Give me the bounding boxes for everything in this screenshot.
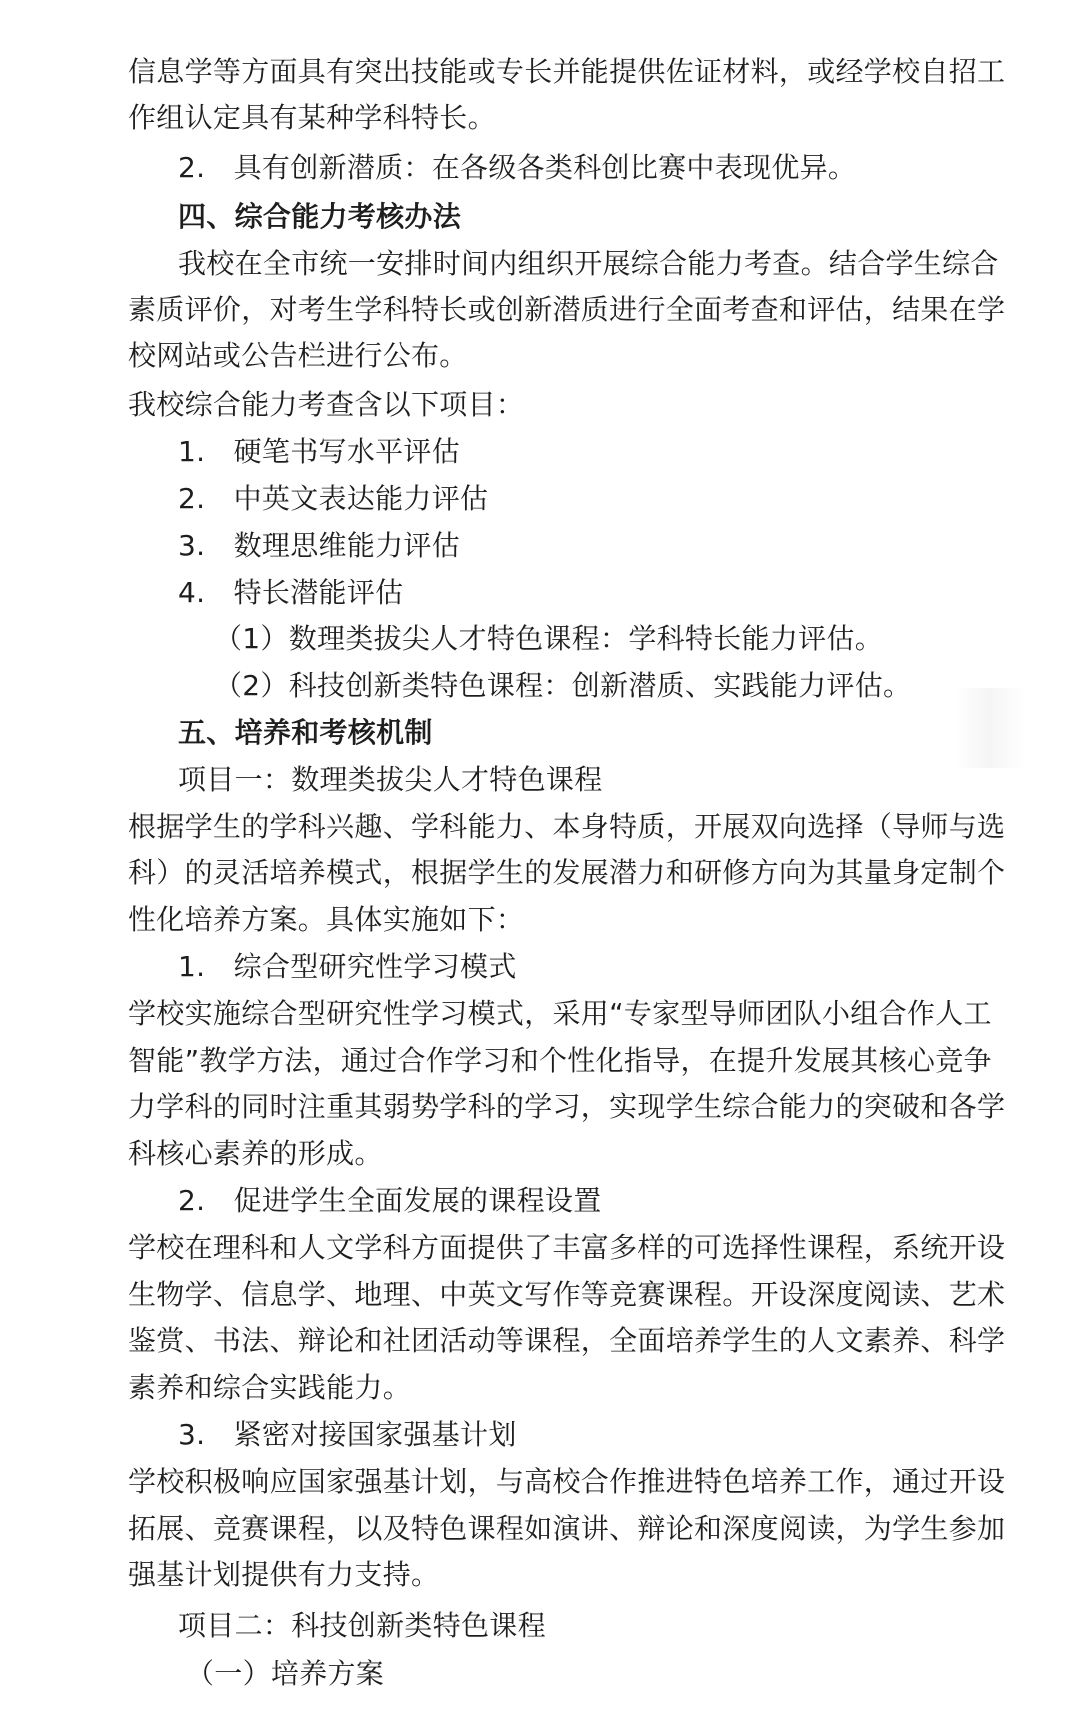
list-item: 2. 中英文表达能力评估 bbox=[178, 482, 489, 515]
text-line: 根据学生的学科兴趣、学科能力、本身特质，开展双向选择（导师与选 bbox=[128, 810, 1006, 843]
list-item: 3. 紧密对接国家强基计划 bbox=[178, 1418, 517, 1451]
text-line: 素质评价，对考生学科特长或创新潜质进行全面考查和评估，结果在学 bbox=[128, 293, 1006, 326]
text-line: 作组认定具有某种学科特长。 bbox=[128, 101, 496, 134]
subsection-heading: 项目一：数理类拔尖人才特色课程 bbox=[178, 763, 603, 796]
text-line: 信息学等方面具有突出技能或专长并能提供佐证材料，或经学校自招工 bbox=[128, 55, 1006, 88]
text-line: 学校实施综合型研究性学习模式，采用“专家型导师团队小组合作人工 bbox=[128, 997, 992, 1030]
text-line: 智能”教学方法，通过合作学习和个性化指导，在提升发展其核心竞争 bbox=[128, 1044, 992, 1077]
list-subitem: （1）数理类拔尖人才特色课程：学科特长能力评估。 bbox=[214, 622, 884, 655]
text-line: 生物学、信息学、地理、中英文写作等竞赛课程。开设深度阅读、艺术 bbox=[128, 1278, 1006, 1311]
list-subitem: （2）科技创新类特色课程：创新潜质、实践能力评估。 bbox=[214, 669, 912, 702]
section-heading: 五、培养和考核机制 bbox=[178, 716, 433, 749]
section-heading: 四、综合能力考核办法 bbox=[178, 200, 462, 233]
text-line: 科核心素养的形成。 bbox=[128, 1137, 383, 1170]
text-line: 我校综合能力考查含以下项目： bbox=[128, 388, 525, 421]
list-item: 4. 特长潜能评估 bbox=[178, 576, 404, 609]
list-item: 1. 综合型研究性学习模式 bbox=[178, 950, 517, 983]
subsection-heading: 项目二：科技创新类特色课程 bbox=[178, 1609, 546, 1642]
text-line: 鉴赏、书法、辩论和社团活动等课程，全面培养学生的人文素养、科学 bbox=[128, 1324, 1006, 1357]
text-line: 校网站或公告栏进行公布。 bbox=[128, 339, 468, 372]
text-line: 强基计划提供有力支持。 bbox=[128, 1558, 440, 1591]
text-line: 学校积极响应国家强基计划，与高校合作推进特色培养工作，通过开设 bbox=[128, 1465, 1006, 1498]
list-item: 3. 数理思维能力评估 bbox=[178, 529, 461, 562]
photo-glare bbox=[955, 688, 1025, 768]
list-item: 2. 促进学生全面发展的课程设置 bbox=[178, 1184, 602, 1217]
text-line: 我校在全市统一安排时间内组织开展综合能力考查。结合学生综合 bbox=[178, 247, 999, 280]
subsection-heading: （一）培养方案 bbox=[186, 1657, 385, 1690]
text-line: 素养和综合实践能力。 bbox=[128, 1371, 412, 1404]
text-line: 拓展、竞赛课程，以及特色课程如演讲、辩论和深度阅读，为学生参加 bbox=[128, 1512, 1006, 1545]
text-line: 性化培养方案。具体实施如下： bbox=[128, 903, 525, 936]
text-line: 力学科的同时注重其弱势学科的学习，实现学生综合能力的突破和各学 bbox=[128, 1090, 1006, 1123]
text-line: 学校在理科和人文学科方面提供了丰富多样的可选择性课程，系统开设 bbox=[128, 1231, 1006, 1264]
list-item: 1. 硬笔书写水平评估 bbox=[178, 435, 461, 468]
list-item: 2. 具有创新潜质：在各级各类科创比赛中表现优异。 bbox=[178, 151, 857, 184]
text-line: 科）的灵活培养模式，根据学生的发展潜力和研修方向为其量身定制个 bbox=[128, 856, 1006, 889]
